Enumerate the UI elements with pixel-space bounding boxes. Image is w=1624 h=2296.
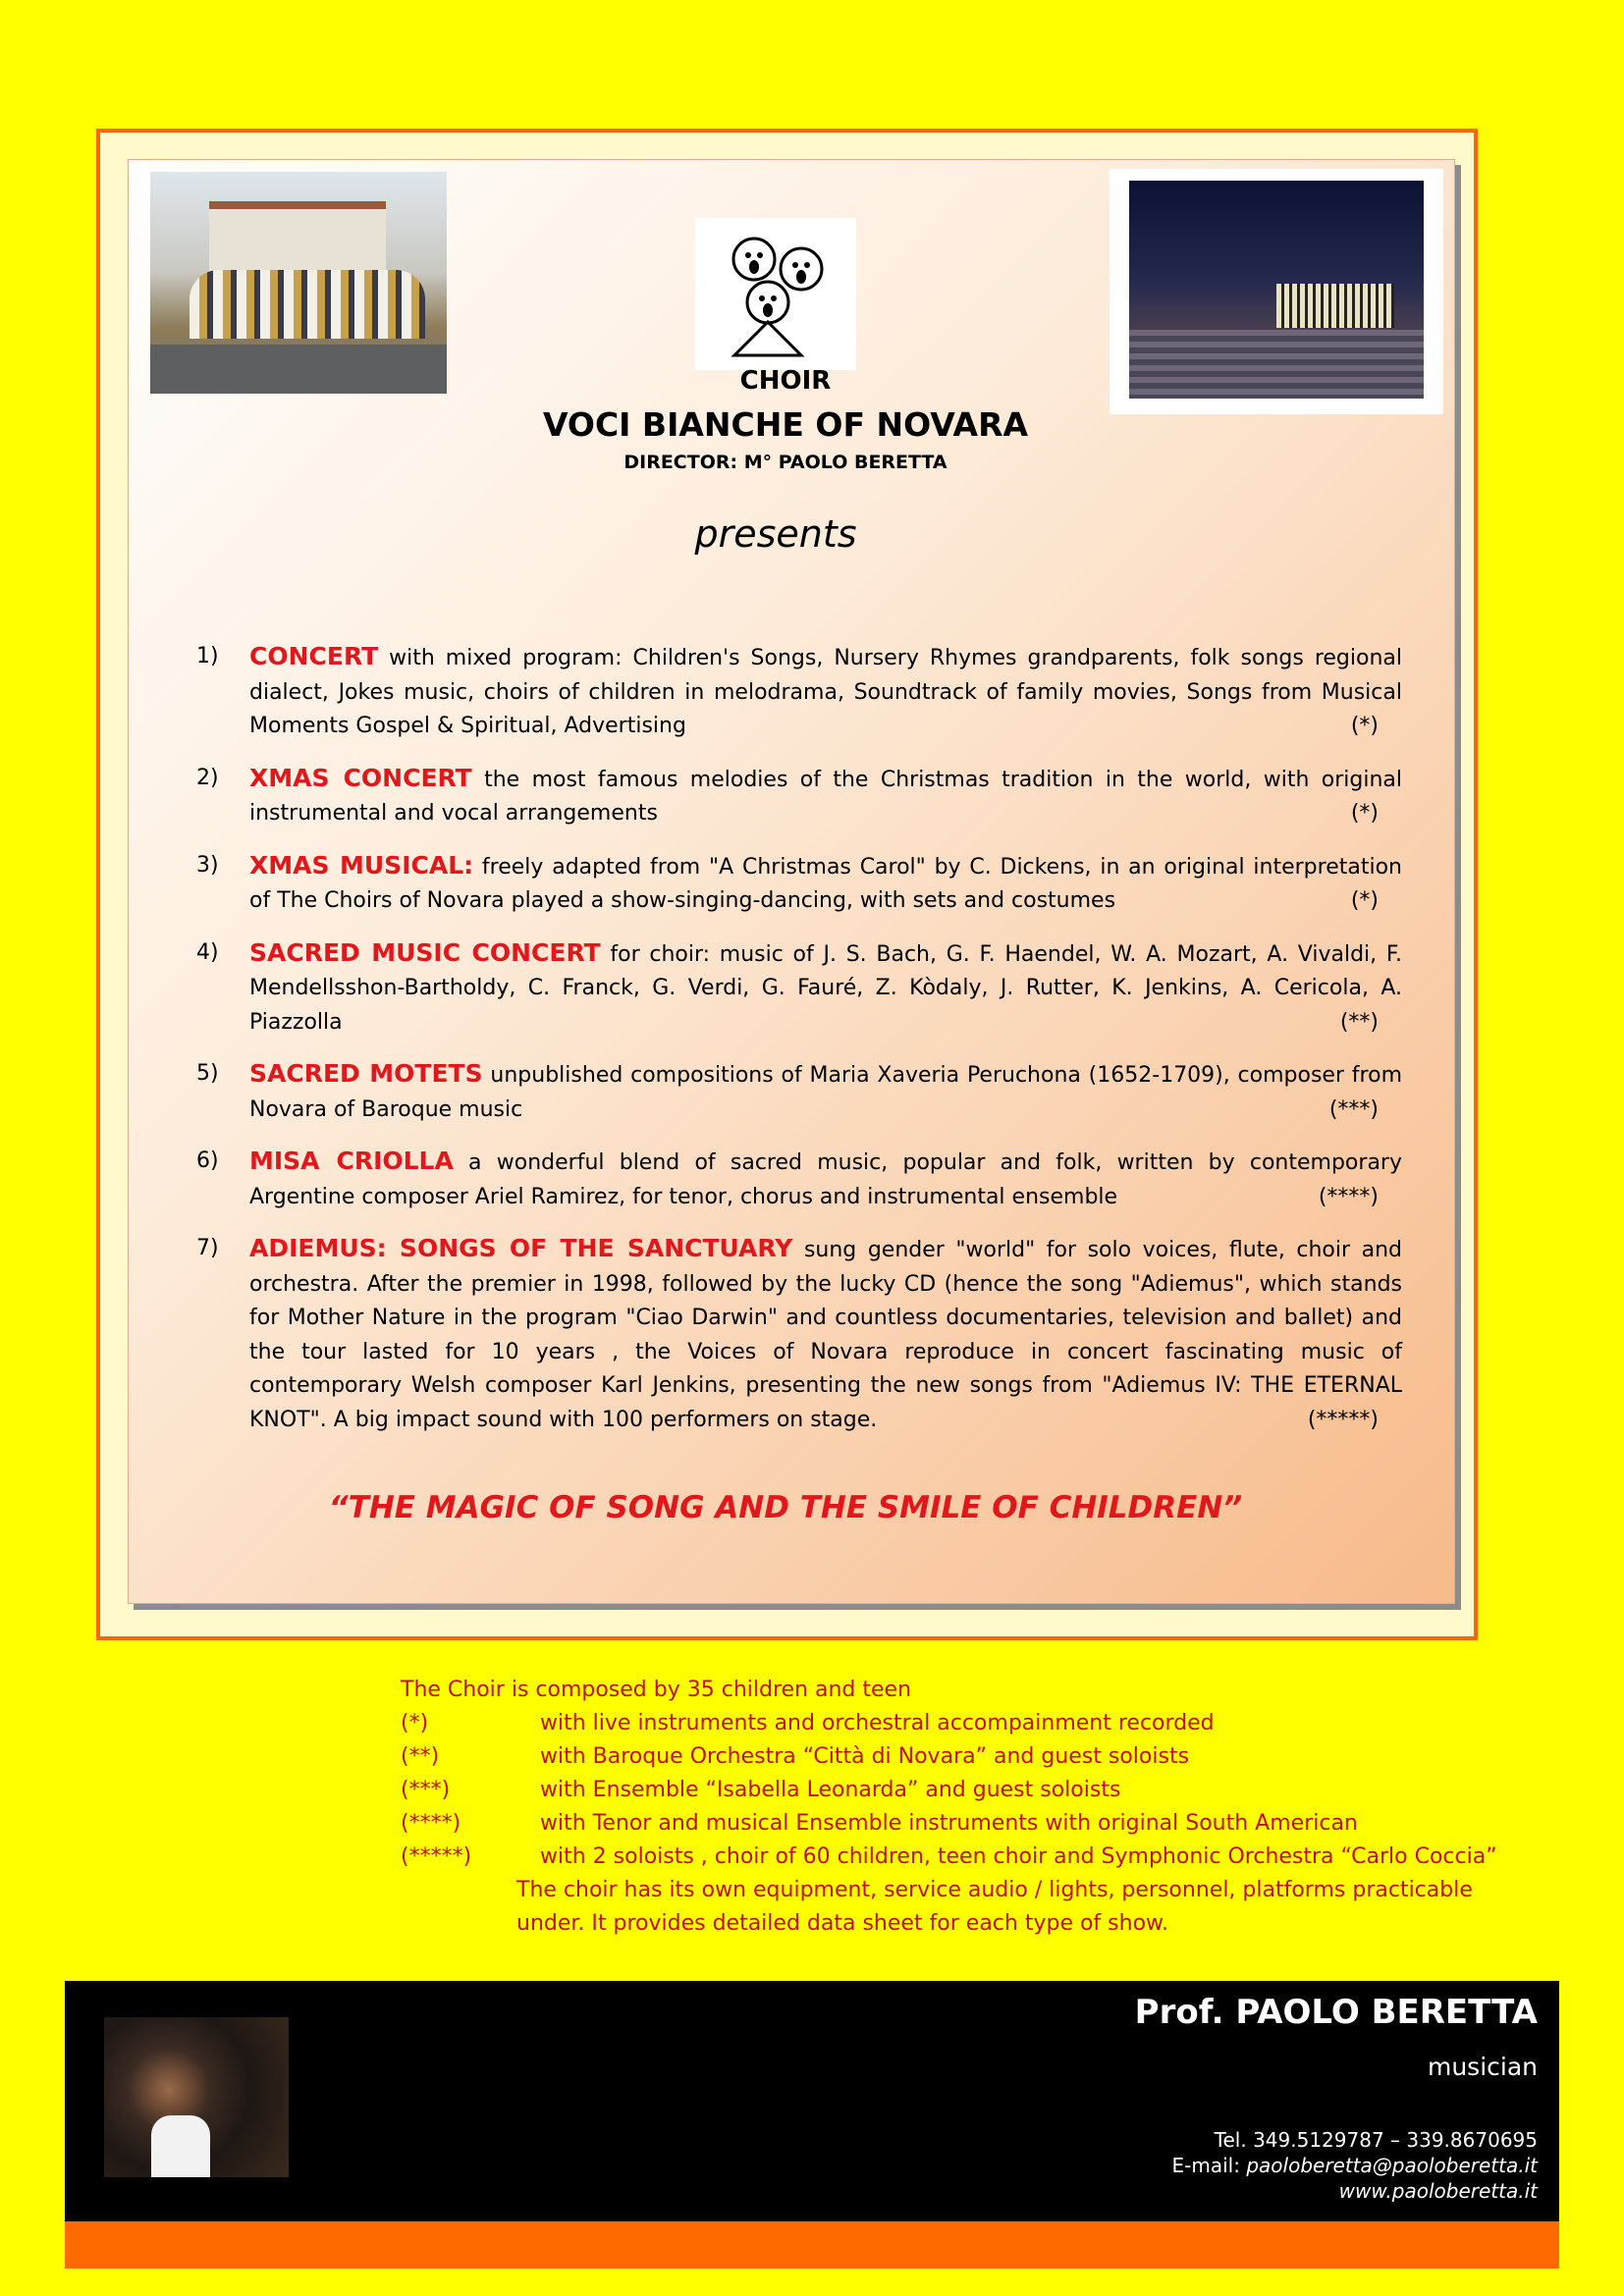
note-row	[401, 1707, 1559, 1740]
program-item	[196, 1057, 1402, 1127]
program-item-title: SACRED MOTETS	[249, 1059, 483, 1088]
photo-steps	[1129, 330, 1424, 399]
program-item	[196, 849, 1402, 919]
choir-group-photo	[150, 172, 447, 394]
program-item-text: sung gender "world" for solo voices, flute, choir and orchestra. After the premier in 1998, followed by the lucky CD (hence the song "Adiemus", which stands for Mother Nature in the program "Ciao Darwin" and countless documentaries, television and ballet) and the tour lasted for 10 years , the Voices of Novara reproduce in concert fascinating music of contemporary Welsh composer Karl Jenkins, presenting the new songs from "Adiemus IV: THE ETERNAL KNOT". A big impact sound with 100 performers on stage.	[249, 1238, 1402, 1432]
director-portrait	[104, 2017, 289, 2177]
program-item-number: 7)	[196, 1236, 219, 1260]
director-line: DIRECTOR: M° PAOLO BERETTA	[623, 452, 947, 473]
presents-text: presents	[694, 512, 857, 556]
photo-ground	[150, 345, 447, 394]
footer-accent-bar	[65, 2221, 1559, 2269]
notes-datasheet-line: under. It provides detailed data sheet for each type of show.	[516, 1911, 1169, 1936]
program-item-mark: (***)	[1328, 1096, 1379, 1122]
program-item-text: unpublished compositions of Maria Xaveria Peruchona (1652-1709), composer from Novara of Baroque music	[249, 1063, 1403, 1122]
program-item-number: 5)	[196, 1061, 219, 1086]
contact-email	[1172, 2154, 1538, 2177]
program-item-number: 6)	[196, 1148, 219, 1173]
program-item-number: 2)	[196, 765, 219, 790]
contact-website-link[interactable]: www.paoloberetta.it	[1338, 2179, 1538, 2203]
choir-name: VOCI BIANCHE OF NOVARA	[542, 405, 1029, 444]
contact-role: musician	[1427, 2053, 1538, 2081]
notes-intro: The Choir is composed by 35 children and teen	[401, 1678, 912, 1702]
contact-phone: Tel. 349.5129787 – 339.8670695	[1214, 2128, 1538, 2152]
concert-photo-image	[1129, 181, 1424, 399]
slogan: “THE MAGIC OF SONG AND THE SMILE OF CHILDREN”	[328, 1490, 1243, 1525]
choir-label: CHOIR	[739, 366, 832, 396]
program-item-mark: (*****)	[1307, 1407, 1379, 1432]
program-item-mark: (**)	[1339, 1009, 1379, 1035]
note-text: with 2 soloists , choir of 60 children, teen choir and Symphonic Orchestra “Carlo Coccia”	[540, 1844, 1497, 1869]
photo-singers	[1276, 284, 1394, 328]
program-list	[196, 640, 1402, 1455]
choir-notes	[401, 1674, 1559, 1941]
notes-equipment-line: The choir has its own equipment, service audio / lights, personnel, platforms practicable	[516, 1878, 1473, 1902]
note-key: (****)	[401, 1811, 461, 1836]
program-item-mark: (*)	[1350, 801, 1379, 826]
note-key: (**)	[401, 1744, 440, 1769]
program-item-mark: (****)	[1318, 1184, 1379, 1209]
note-key: (***)	[401, 1778, 451, 1802]
note-text: with Baroque Orchestra “Città di Novara” and guest soloists	[540, 1744, 1190, 1769]
program-item-title: SACRED MUSIC CONCERT	[249, 937, 601, 967]
program-item	[196, 1232, 1402, 1437]
program-item	[196, 640, 1402, 744]
note-text: with Ensemble “Isabella Leonarda” and guest soloists	[540, 1778, 1121, 1802]
program-item-title: MISA CRIOLLA	[249, 1147, 454, 1175]
program-item-text: with mixed program: Children's Songs, Nursery Rhymes grandparents, folk songs regional dialect, Jokes music, choirs of children in melodrama, Soundtrack of family movies, Songs from Musical Moments Gospel & Spiritual, Advertising	[249, 646, 1402, 738]
note-key: (*)	[401, 1711, 429, 1735]
program-item-text: a wonderful blend of sacred music, popular and folk, written by contemporary Argentine composer Ariel Ramirez, for tenor, chorus and instrumental ensemble	[249, 1150, 1402, 1209]
concert-photo	[1110, 169, 1443, 414]
program-item-title: XMAS CONCERT	[249, 763, 472, 792]
note-row	[401, 1807, 1559, 1841]
portrait-shirt	[151, 2115, 210, 2177]
program-item-text: freely adapted from "A Christmas Carol" by C. Dickens, in an original interpretation of The Choirs of Novara played a show-singing-dancing, with sets and costumes	[249, 854, 1402, 913]
note-text: with Tenor and musical Ensemble instruments with original South American	[540, 1811, 1358, 1836]
program-item-title: ADIEMUS: SONGS OF THE SANCTUARY	[249, 1234, 793, 1262]
program-item	[196, 1145, 1402, 1214]
note-row	[401, 1841, 1559, 1874]
note-key: (*****)	[401, 1844, 472, 1869]
program-item-title: XMAS MUSICAL:	[249, 850, 474, 880]
contact-name: Prof. PAOLO BERETTA	[1134, 1993, 1538, 2032]
singing-faces-logo-icon	[695, 218, 856, 370]
photo-children	[189, 270, 425, 339]
note-text: with live instruments and orchestral accompainment recorded	[540, 1711, 1215, 1735]
contact-email-label: E-mail:	[1171, 2154, 1247, 2177]
program-item-number: 1)	[196, 644, 219, 668]
note-row	[401, 1774, 1559, 1807]
note-row	[401, 1740, 1559, 1774]
contact-email-link[interactable]: paoloberetta@paoloberetta.it	[1246, 2154, 1538, 2177]
program-item-number: 4)	[196, 939, 219, 965]
program-item-text: the most famous melodies of the Christmas tradition in the world, with original instrumental and vocal arrangements	[249, 767, 1402, 826]
program-item-mark: (*)	[1350, 888, 1379, 913]
program-item-number: 3)	[196, 852, 219, 878]
program-item	[196, 762, 1402, 831]
program-item-title: CONCERT	[249, 642, 379, 670]
program-item-mark: (*)	[1350, 714, 1379, 738]
program-item	[196, 936, 1402, 1041]
program-item-text: for choir: music of J. S. Bach, G. F. Haendel, W. A. Mozart, A. Vivaldi, F. Mendellsshon-Bartholdy, C. Franck, G. Verdi, G. Fauré, Z. Kòdaly, J. Rutter, K. Jenkins, A. Cericola, A. Piazzolla	[249, 941, 1402, 1035]
